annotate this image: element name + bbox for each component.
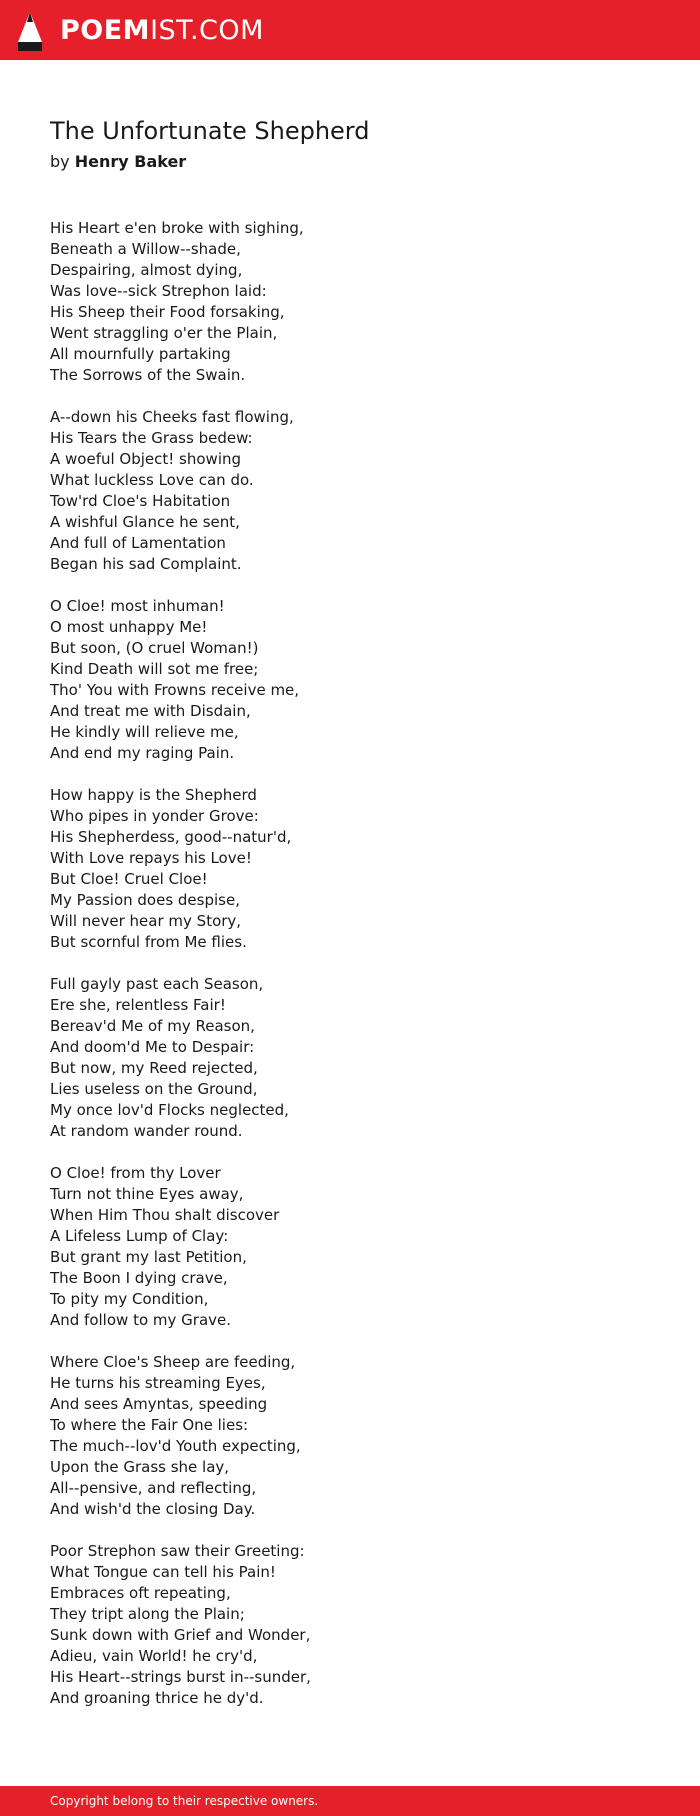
- poem-line: My Passion does despise,: [50, 891, 240, 909]
- poem-line: Bereav'd Me of my Reason,: [50, 1017, 255, 1035]
- poem-line: Beneath a Willow--shade,: [50, 240, 241, 258]
- poem-line: Kind Death will sot me free;: [50, 660, 259, 678]
- poem-line: How happy is the Shepherd: [50, 786, 257, 804]
- copyright-text: Copyright belong to their respective owners.: [50, 1794, 319, 1808]
- poem-line: A--down his Cheeks fast flowing,: [50, 408, 294, 426]
- logo-light-text: IST.COM: [150, 15, 264, 46]
- poem-line: Poor Strephon saw their Greeting:: [50, 1542, 305, 1560]
- poem-line: He turns his streaming Eyes,: [50, 1374, 266, 1392]
- poem-line: Lies useless on the Ground,: [50, 1080, 258, 1098]
- poem-line: But soon, (O cruel Woman!): [50, 639, 259, 657]
- author-name[interactable]: Henry Baker: [74, 152, 187, 171]
- poem-line: His Heart--strings burst in--sunder,: [50, 1668, 311, 1686]
- poem-line: Tow'rd Cloe's Habitation: [50, 492, 231, 510]
- poem-line: But Cloe! Cruel Cloe!: [50, 870, 208, 888]
- poem-line: To pity my Condition,: [50, 1290, 209, 1308]
- poem-line: With Love repays his Love!: [50, 849, 252, 867]
- stanza: [50, 407, 650, 575]
- poem-line: The Boon I dying crave,: [50, 1269, 228, 1287]
- poem-line: Adieu, vain World! he cry'd,: [50, 1647, 258, 1665]
- poem-line: Went straggling o'er the Plain,: [50, 324, 278, 342]
- poem-line: Where Cloe's Sheep are feeding,: [50, 1353, 296, 1371]
- poem-line: And follow to my Grave.: [50, 1311, 232, 1329]
- poem-line: Embraces oft repeating,: [50, 1584, 231, 1602]
- poem-line: And full of Lamentation: [50, 534, 226, 552]
- poem-line: A Lifeless Lump of Clay:: [50, 1227, 229, 1245]
- poem-line: But scornful from Me flies.: [50, 933, 247, 951]
- poem-line: Turn not thine Eyes away,: [50, 1185, 244, 1203]
- poem-line: And end my raging Pain.: [50, 744, 235, 762]
- stanza: [50, 218, 650, 386]
- poem-line: A wishful Glance he sent,: [50, 513, 240, 531]
- poem-line: His Tears the Grass bedew:: [50, 429, 253, 447]
- site-logo[interactable]: [17, 10, 264, 52]
- poem-line: O Cloe! most inhuman!: [50, 597, 225, 615]
- poem-line: Sunk down with Grief and Wonder,: [50, 1626, 311, 1644]
- poem-line: They tript along the Plain;: [50, 1605, 245, 1623]
- poem-line: Despairing, almost dying,: [50, 261, 243, 279]
- poem-line: A woeful Object! showing: [50, 450, 242, 468]
- poem-line: But now, my Reed rejected,: [50, 1059, 258, 1077]
- poem-line: All mournfully partaking: [50, 345, 231, 363]
- logo-bold-text: POEM: [60, 15, 151, 46]
- stanza: [50, 596, 650, 764]
- poem-line: What Tongue can tell his Pain!: [50, 1563, 276, 1581]
- poem-line: All--pensive, and reflecting,: [50, 1479, 257, 1497]
- stanza: [50, 1163, 650, 1331]
- poem-line: My once lov'd Flocks neglected,: [50, 1101, 289, 1119]
- site-header: [0, 0, 700, 60]
- poem-line: Will never hear my Story,: [50, 912, 242, 930]
- poem-line: But grant my last Petition,: [50, 1248, 247, 1266]
- poem-header: [50, 112, 650, 174]
- poem-line: To where the Fair One lies:: [50, 1416, 249, 1434]
- poem-line: His Heart e'en broke with sighing,: [50, 219, 304, 237]
- site-footer: [0, 1786, 700, 1816]
- byline: [50, 150, 650, 174]
- poem-line: And doom'd Me to Despair:: [50, 1038, 255, 1056]
- poem-line: Was love--sick Strephon laid:: [50, 282, 267, 300]
- poem-line: Began his sad Complaint.: [50, 555, 242, 573]
- stanza: [50, 785, 650, 953]
- poem-line: When Him Thou shalt discover: [50, 1206, 280, 1224]
- stanza: [50, 1541, 650, 1709]
- logo-text: [60, 10, 264, 52]
- poem-line: He kindly will relieve me,: [50, 723, 239, 741]
- pen-nib-icon: [17, 10, 43, 52]
- poem-title: The Unfortunate Shepherd: [50, 117, 370, 145]
- poem-line: And groaning thrice he dy'd.: [50, 1689, 264, 1707]
- poem-line: O Cloe! from thy Lover: [50, 1164, 221, 1182]
- poem-line: The much--lov'd Youth expecting,: [50, 1437, 301, 1455]
- stanza: [50, 1352, 650, 1520]
- poem-line: His Sheep their Food forsaking,: [50, 303, 285, 321]
- poem-line: And treat me with Disdain,: [50, 702, 251, 720]
- poem-line: Upon the Grass she lay,: [50, 1458, 230, 1476]
- poem-line: The Sorrows of the Swain.: [50, 366, 246, 384]
- poem-line: Who pipes in yonder Grove:: [50, 807, 259, 825]
- poem-line: O most unhappy Me!: [50, 618, 208, 636]
- stanza: [50, 974, 650, 1142]
- poem-line: His Shepherdess, good--natur'd,: [50, 828, 292, 846]
- poem-line: And sees Amyntas, speeding: [50, 1395, 268, 1413]
- poem-line: Tho' You with Frowns receive me,: [50, 681, 300, 699]
- poem-line: Ere she, relentless Fair!: [50, 996, 226, 1014]
- poem-line: Full gayly past each Season,: [50, 975, 264, 993]
- poem-line: At random wander round.: [50, 1122, 243, 1140]
- poem-body: [50, 218, 650, 1730]
- by-label: by: [50, 152, 70, 171]
- poem-line: What luckless Love can do.: [50, 471, 254, 489]
- poem-line: And wish'd the closing Day.: [50, 1500, 256, 1518]
